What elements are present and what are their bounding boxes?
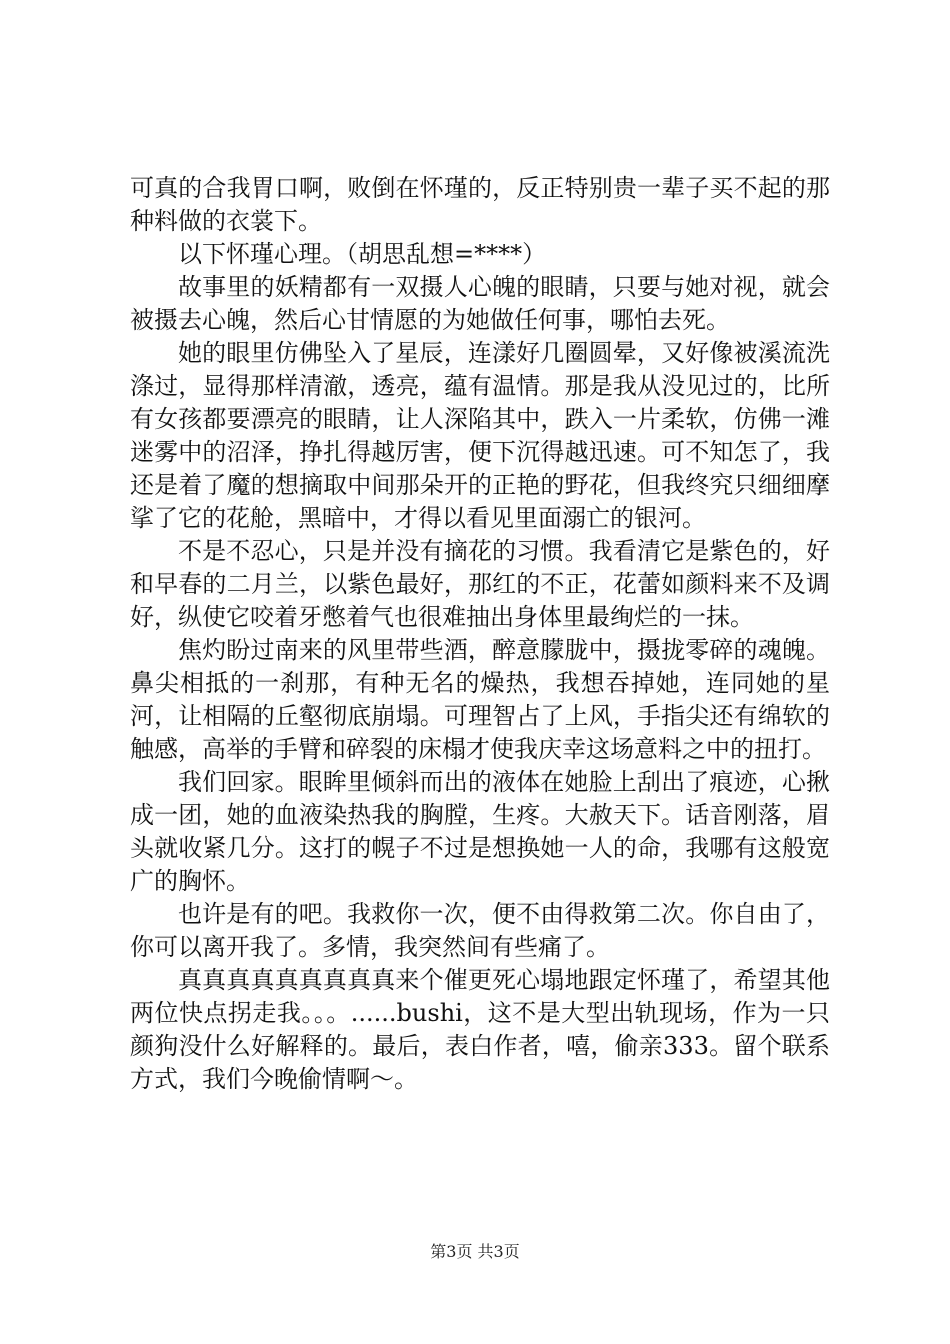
paragraph-heading-note: 以下怀瑾心理。（胡思乱想=****） bbox=[178, 240, 547, 268]
paragraph: 也许是有的吧。我救你一次，便不由得救第二次。你自由了，你可以离开我了。多情，我突然间有些痛了。 bbox=[130, 900, 830, 961]
paragraph: 我们回家。眼眸里倾斜而出的液体在她脸上刮出了痕迹，心揪成一团，她的血液染热我的胸膛，生疼。大赦天下。话音刚落，眉头就收紧几分。这打的幌子不过是想换她一人的命，我哪有这般宽广的胸怀。 bbox=[130, 768, 830, 895]
document-body bbox=[130, 172, 830, 1096]
paragraph: 真真真真真真真真真来个催更死心塌地跟定怀瑾了，希望其他两位快点拐走我。。。......bushi，这不是大型出轨现场，作为一只颜狗没什么好解释的。最后，表白作者，嘻，偷亲333。留个联系方式，我们今晚偷情啊～。 bbox=[130, 966, 830, 1093]
paragraph-continuation: 可真的合我胃口啊，败倒在怀瑾的，反正特别贵一辈子买不起的那种料做的衣裳下。 bbox=[130, 174, 830, 235]
paragraph: 不是不忍心，只是并没有摘花的习惯。我看清它是紫色的，好和早春的二月兰，以紫色最好，那红的不正，花蕾如颜料来不及调好，纵使它咬着牙憋着气也很难抽出身体里最绚烂的一抹。 bbox=[130, 537, 830, 631]
paragraph: 故事里的妖精都有一双摄人心魄的眼睛，只要与她对视，就会被摄去心魄，然后心甘情愿的为她做任何事，哪怕去死。 bbox=[130, 273, 830, 334]
paragraph: 她的眼里仿佛坠入了星辰，连漾好几圈圆晕，又好像被溪流洗涤过，显得那样清澈，透亮，蕴有温情。那是我从没见过的，比所有女孩都要漂亮的眼睛，让人深陷其中，跌入一片柔软，仿佛一滩迷雾中的沼泽，挣扎得越厉害，便下沉得越迅速。可不知怎了，我还是着了魔的想摘取中间那朵开的正艳的野花，但我终究只细细摩挲了它的花舱，黑暗中，才得以看见里面溺亡的银河。 bbox=[130, 339, 830, 532]
page-footer bbox=[0, 1241, 950, 1263]
page-number: 第3页 共3页 bbox=[430, 1242, 520, 1261]
paragraph: 焦灼盼过南来的风里带些酒，醉意朦胧中，摄拢零碎的魂魄。鼻尖相抵的一刹那，有种无名的燥热，我想吞掉她，连同她的星河，让相隔的丘壑彻底崩塌。可理智占了上风，手指尖还有绵软的触感，高举的手臂和碎裂的床榻才使我庆幸这场意料之中的扭打。 bbox=[130, 636, 830, 763]
